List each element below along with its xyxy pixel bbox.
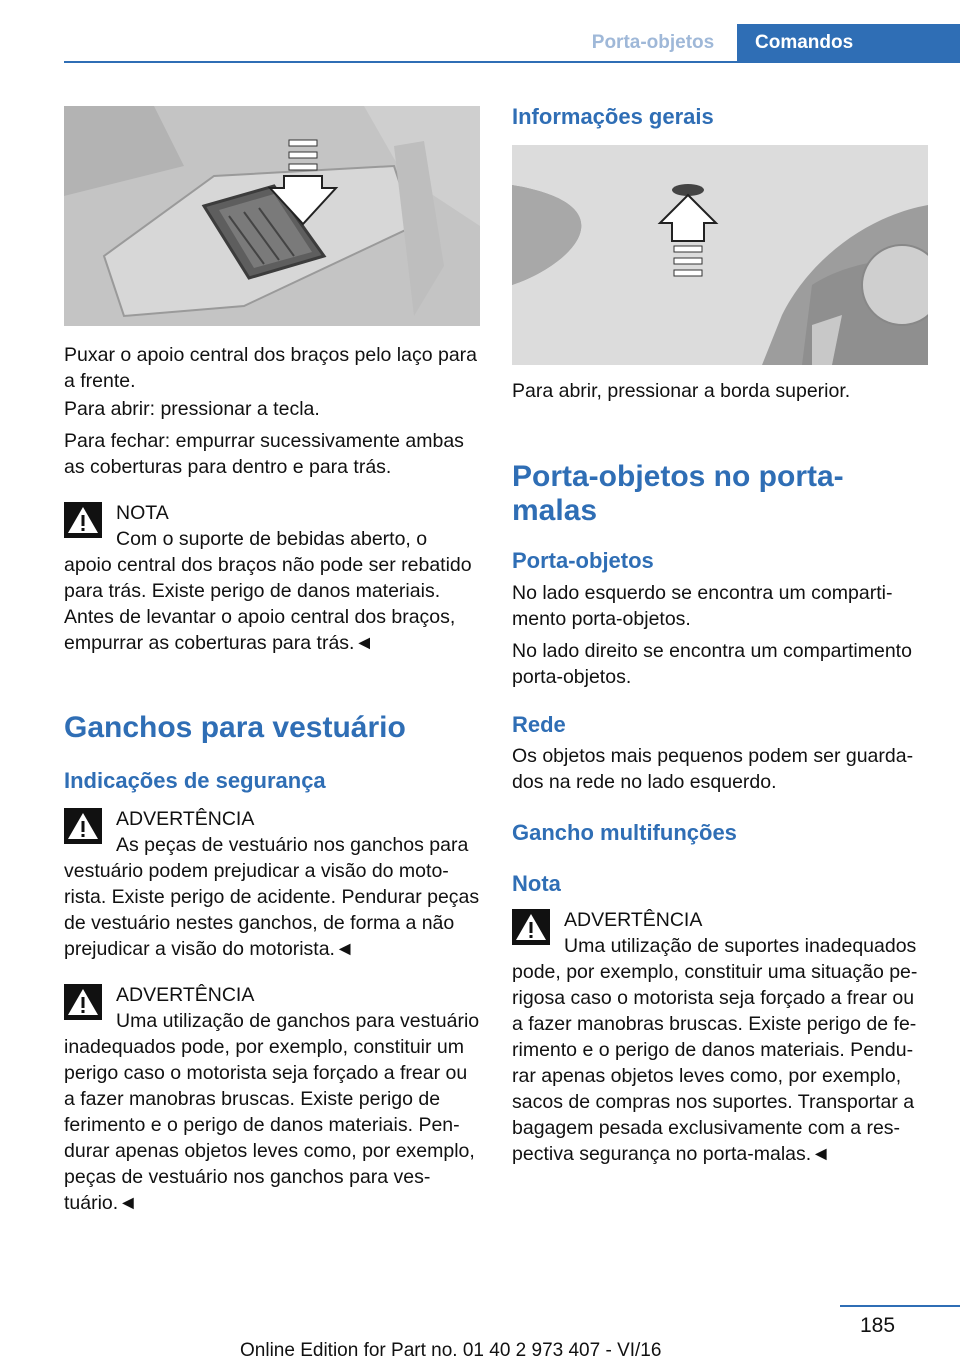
warning-triangle-icon (64, 984, 102, 1020)
warning-2-text: Uma utilização de ganchos para vestuário inadequados pode, por exemplo, constituir um perigo caso o motorista seja forçado a frear ou a fazer manobras bruscas. Existe perigo de ferimento e o perigo de danos materiais. Pendurar apenas objetos leves como, por exemplo, peças de vestuário nos ganchos para vestuário.◄ (64, 1010, 480, 1214)
section-tab: Porta-objetos (591, 32, 715, 53)
edition-footer: Online Edition for Part no. 01 40 2 973 407 - VI/16 (240, 1340, 662, 1361)
warning-3-text: Uma utilização de suportes inadequados pode, por exemplo, constituir uma situação perigosa caso o motorista seja forçado a frear ou a fazer manobras bruscas. Existe perigo de ferimento e o perigo de danos materiais. Pendurar apenas objetos leves como, por exemplo, sacos de compras nos suportes. Transportar a bagagem pesada exclusivamente com a respectiva segurança no porta-malas.◄ (512, 935, 918, 1165)
armrest-illustration (64, 106, 480, 326)
note-text: Com o suporte de bebidas aberto, o apoio central dos braços não pode ser rebatido para trás. Existe perigo de danos materiais. Antes de levantar o apoio central dos braços, empurrar as coberturas para trás.◄ (64, 528, 472, 654)
footer-rule (840, 1305, 960, 1307)
warning-1-title: ADVERTÊNCIA (116, 808, 255, 830)
warning-2-title: ADVERTÊNCIA (116, 984, 255, 1006)
page-number: 185 (860, 1314, 896, 1337)
overhead-compartment-figure (512, 145, 928, 365)
warning-block-3 (512, 907, 928, 1167)
subsection-title-seguranca: Indicações de segurança (64, 768, 326, 793)
subsection-title-rede: Rede (512, 712, 566, 737)
warning-triangle-icon (512, 909, 550, 945)
warning-triangle-icon (64, 502, 102, 538)
para-open: Para abrir: pressionar a tecla. (64, 398, 320, 420)
para-close: Para fechar: empurrar sucessivamente ambas as coberturas para dentro e para trás. (64, 430, 464, 478)
warning-3-title: ADVERTÊNCIA (564, 909, 703, 931)
subsection-title-porta-objetos: Porta-objetos (512, 548, 654, 573)
warning-triangle-icon (64, 808, 102, 844)
rede-para: Os objetos mais pequenos podem ser guardados na rede no lado esquerdo. (512, 745, 914, 793)
note-title: NOTA (116, 502, 169, 524)
section-title-porta-malas: Porta-objetos no porta-malas (512, 460, 844, 527)
section-title-ganchos: Ganchos para vestuário (64, 711, 406, 744)
warning-block-2 (64, 982, 480, 1216)
fig-caption-overhead: Para abrir, pressionar a borda superior. (512, 380, 851, 402)
warning-block-1 (64, 806, 480, 962)
porta-para-2: No lado direito se encontra um compartimento porta-objetos. (512, 640, 912, 688)
fig-caption-armrest: Puxar o apoio central dos braços pelo laço para a frente. (64, 344, 478, 392)
chapter-tab: Comandos (737, 24, 960, 62)
armrest-figure (64, 106, 480, 326)
note-block (64, 500, 480, 656)
porta-para-1: No lado esquerdo se encontra um compartimento porta-objetos. (512, 582, 893, 630)
subsection-title-gancho: Gancho multifunções (512, 820, 737, 845)
warning-1-text: As peças de vestuário nos ganchos para vestuário podem prejudicar a visão do motorista. Existe perigo de acidente. Pendurar peças de vestuário nestes ganchos, de forma a não prejudicar a visão do motorista.◄ (64, 834, 480, 960)
overhead-compartment-illustration (512, 145, 928, 365)
general-info-title: Informações gerais (512, 104, 714, 129)
subsection-title-nota: Nota (512, 871, 561, 896)
